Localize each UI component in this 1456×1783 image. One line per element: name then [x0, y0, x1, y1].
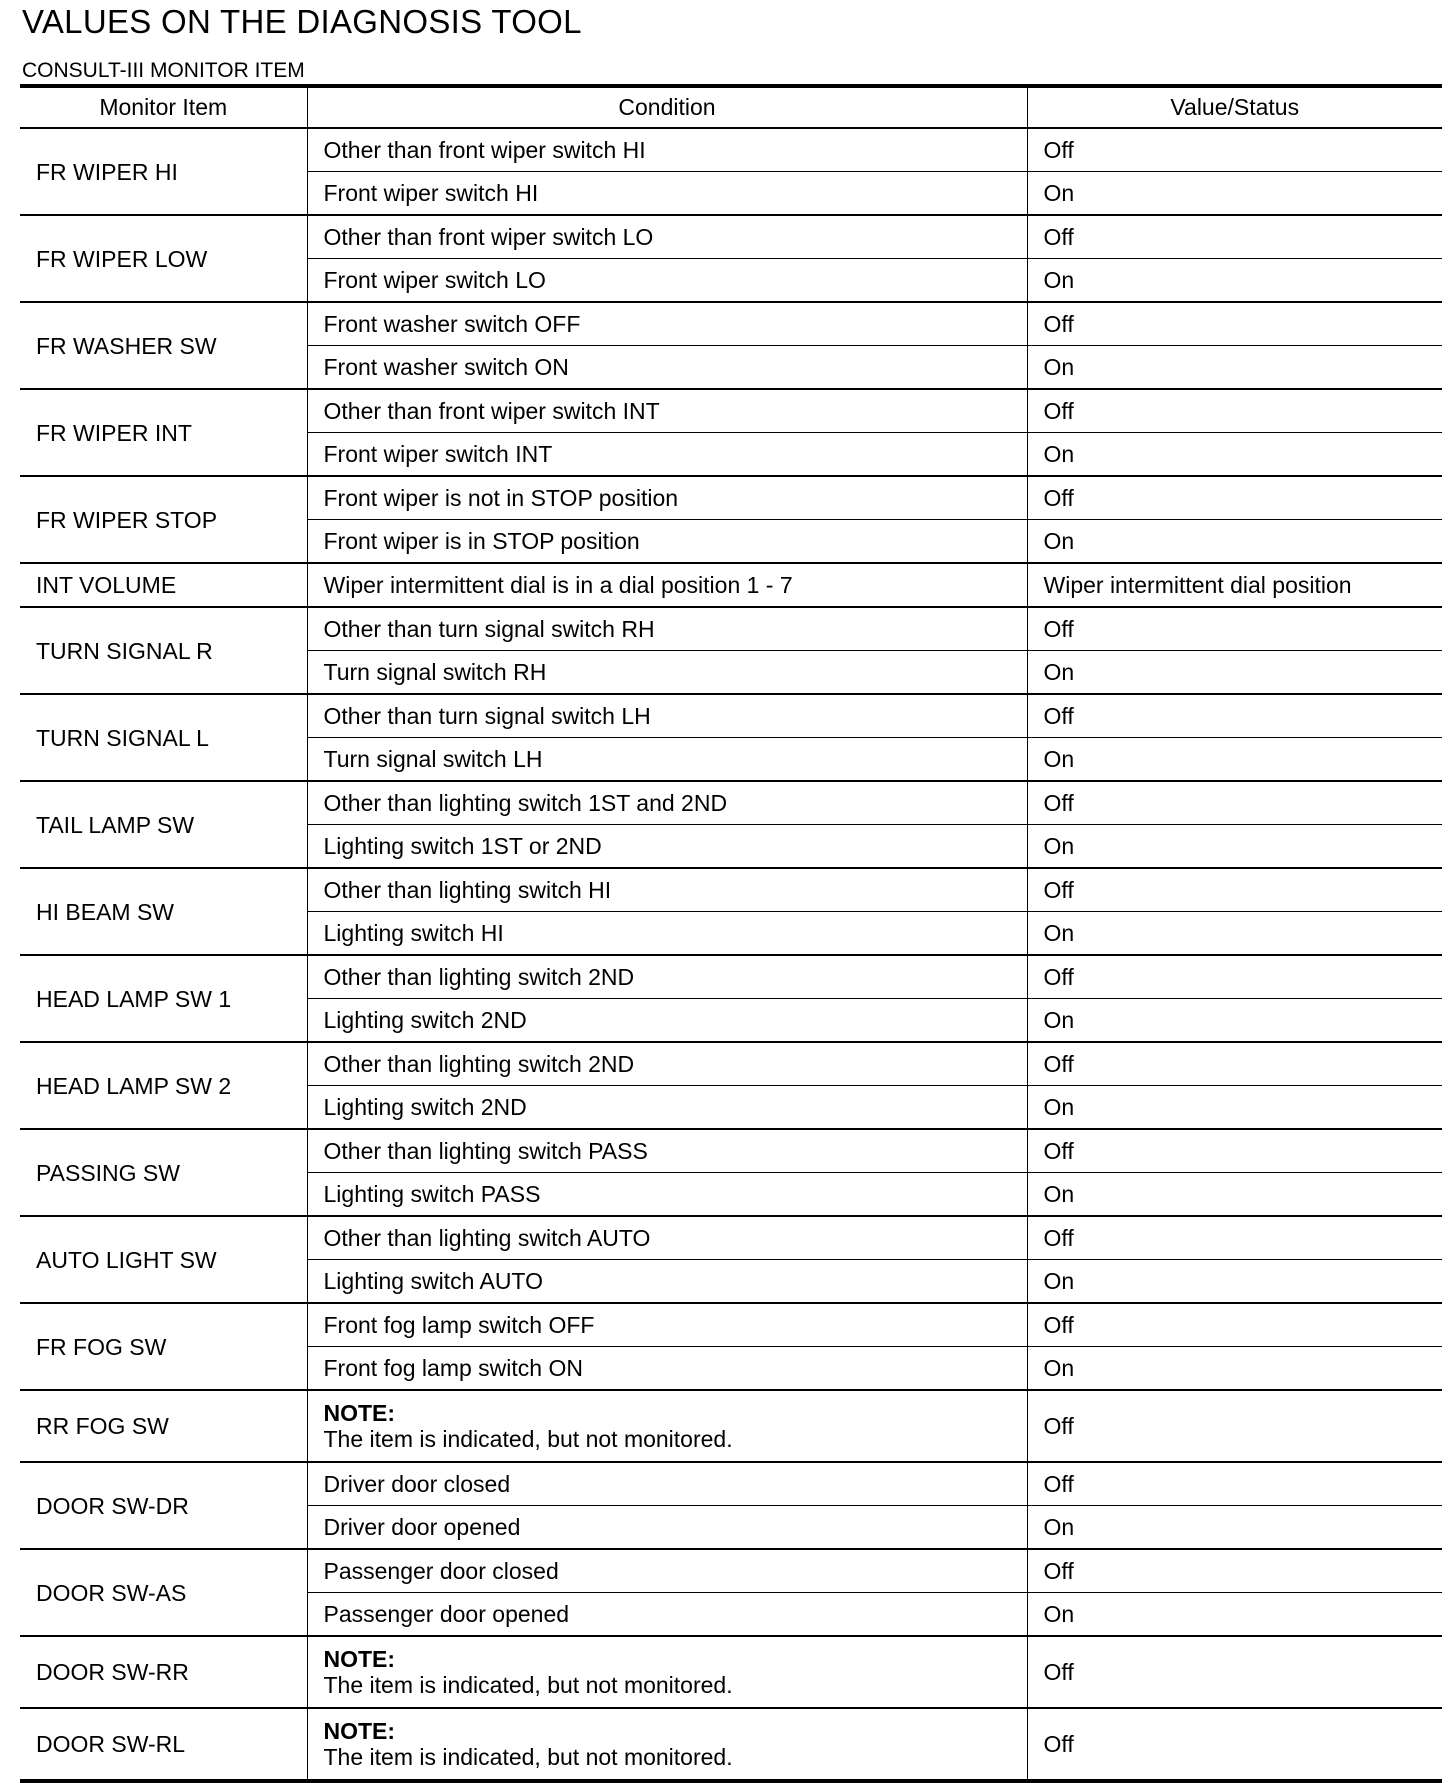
- note-heading: NOTE:: [323, 1646, 396, 1672]
- condition-cell: Turn signal switch RH: [307, 651, 1027, 695]
- table-row: [20, 1216, 1442, 1260]
- note-text: The item is indicated, but not monitored.: [323, 1672, 733, 1698]
- monitor-item-cell: HEAD LAMP SW 1: [20, 955, 307, 1042]
- table-row: [20, 955, 1442, 999]
- value-status-cell: Off: [1027, 476, 1442, 520]
- condition-cell: Front washer switch ON: [307, 346, 1027, 390]
- value-status-cell: On: [1027, 651, 1442, 695]
- value-status-cell: Off: [1027, 607, 1442, 651]
- table-row: [20, 1636, 1442, 1708]
- condition-cell: Turn signal switch LH: [307, 738, 1027, 782]
- section-title: CONSULT-III MONITOR ITEM: [22, 59, 305, 82]
- condition-cell: Lighting switch HI: [307, 912, 1027, 956]
- monitor-item-cell: DOOR SW-AS: [20, 1549, 307, 1636]
- note-heading: NOTE:: [323, 1400, 396, 1426]
- monitor-item-cell: FR FOG SW: [20, 1303, 307, 1390]
- condition-cell: Front wiper is not in STOP position: [307, 476, 1027, 520]
- table-row: [20, 1708, 1442, 1781]
- condition-cell: Lighting switch AUTO: [307, 1260, 1027, 1304]
- condition-cell: Front wiper switch INT: [307, 433, 1027, 477]
- value-status-cell: Off: [1027, 1042, 1442, 1086]
- condition-cell: Other than turn signal switch RH: [307, 607, 1027, 651]
- value-status-cell: On: [1027, 825, 1442, 869]
- value-status-cell: Off: [1027, 1462, 1442, 1506]
- condition-cell: Front washer switch OFF: [307, 302, 1027, 346]
- monitor-item-cell: FR WIPER INT: [20, 389, 307, 476]
- condition-cell: Other than lighting switch PASS: [307, 1129, 1027, 1173]
- value-status-cell: Off: [1027, 1636, 1442, 1708]
- value-status-cell: On: [1027, 912, 1442, 956]
- table-row: [20, 476, 1442, 520]
- value-status-cell: On: [1027, 1086, 1442, 1130]
- monitor-item-cell: DOOR SW-RL: [20, 1708, 307, 1781]
- monitor-item-table: [20, 84, 1442, 1783]
- monitor-item-cell: TAIL LAMP SW: [20, 781, 307, 868]
- table-body: [20, 128, 1442, 1781]
- condition-note-cell: [307, 1708, 1027, 1781]
- value-status-cell: Off: [1027, 955, 1442, 999]
- value-status-cell: On: [1027, 520, 1442, 564]
- monitor-item-cell: PASSING SW: [20, 1129, 307, 1216]
- value-status-cell: On: [1027, 172, 1442, 216]
- table-row: [20, 781, 1442, 825]
- monitor-item-cell: TURN SIGNAL L: [20, 694, 307, 781]
- table-row: [20, 1462, 1442, 1506]
- value-status-cell: On: [1027, 346, 1442, 390]
- table-row: [20, 1042, 1442, 1086]
- value-status-cell: Off: [1027, 128, 1442, 172]
- table-header: [20, 86, 1442, 128]
- condition-note-cell: [307, 1390, 1027, 1462]
- condition-cell: Front wiper switch HI: [307, 172, 1027, 216]
- condition-cell: Lighting switch 1ST or 2ND: [307, 825, 1027, 869]
- monitor-item-cell: DOOR SW-DR: [20, 1462, 307, 1549]
- value-status-cell: Off: [1027, 1129, 1442, 1173]
- table-row: [20, 1129, 1442, 1173]
- value-status-cell: Off: [1027, 1549, 1442, 1593]
- value-status-cell: Off: [1027, 1216, 1442, 1260]
- condition-cell: Other than front wiper switch LO: [307, 215, 1027, 259]
- condition-cell: Front fog lamp switch OFF: [307, 1303, 1027, 1347]
- condition-cell: Passenger door opened: [307, 1593, 1027, 1637]
- condition-cell: Front wiper is in STOP position: [307, 520, 1027, 564]
- condition-note-cell: [307, 1636, 1027, 1708]
- condition-cell: Other than lighting switch 2ND: [307, 1042, 1027, 1086]
- condition-cell: Other than lighting switch AUTO: [307, 1216, 1027, 1260]
- monitor-item-cell: INT VOLUME: [20, 563, 307, 607]
- value-status-cell: Off: [1027, 389, 1442, 433]
- value-status-cell: Off: [1027, 694, 1442, 738]
- monitor-item-table-container: [20, 84, 1442, 1783]
- monitor-item-cell: HI BEAM SW: [20, 868, 307, 955]
- value-status-cell: On: [1027, 999, 1442, 1043]
- value-status-cell: On: [1027, 1260, 1442, 1304]
- table-row: [20, 1303, 1442, 1347]
- monitor-item-cell: DOOR SW-RR: [20, 1636, 307, 1708]
- monitor-item-cell: FR WIPER STOP: [20, 476, 307, 563]
- value-status-cell: On: [1027, 1506, 1442, 1550]
- table-row: [20, 302, 1442, 346]
- monitor-item-cell: FR WIPER HI: [36, 158, 178, 185]
- value-status-cell: Off: [1027, 1390, 1442, 1462]
- table-row: [20, 563, 1442, 607]
- condition-cell: Other than lighting switch HI: [307, 868, 1027, 912]
- note-heading: NOTE:: [323, 1718, 396, 1744]
- condition-cell: Other than turn signal switch LH: [307, 694, 1027, 738]
- table-row: [20, 1549, 1442, 1593]
- header-value-status: Value/Status: [1027, 86, 1442, 128]
- monitor-item-cell: RR FOG SW: [20, 1390, 307, 1462]
- value-status-cell: Off: [1027, 1708, 1442, 1781]
- table-row: [20, 389, 1442, 433]
- condition-cell: Wiper intermittent dial is in a dial position 1 - 7: [307, 563, 1027, 607]
- value-status-cell: Off: [1027, 781, 1442, 825]
- monitor-item-cell: AUTO LIGHT SW: [20, 1216, 307, 1303]
- note-text: The item is indicated, but not monitored.: [323, 1426, 733, 1452]
- condition-cell: Lighting switch PASS: [307, 1173, 1027, 1217]
- value-status-cell: On: [1027, 1347, 1442, 1391]
- value-status-cell: On: [1027, 433, 1442, 477]
- monitor-item-cell: TURN SIGNAL R: [20, 607, 307, 694]
- condition-cell: Other than front wiper switch HI: [307, 128, 1027, 172]
- value-status-cell: On: [1027, 1593, 1442, 1637]
- header-monitor-item: Monitor Item: [20, 86, 307, 128]
- table-row: [20, 607, 1442, 651]
- monitor-item-cell: HEAD LAMP SW 2: [20, 1042, 307, 1129]
- condition-cell: Front wiper switch LO: [307, 259, 1027, 303]
- value-status-cell: On: [1027, 259, 1442, 303]
- note-text: The item is indicated, but not monitored.: [323, 1744, 733, 1770]
- table-row: [20, 215, 1442, 259]
- monitor-item-cell: FR WIPER LOW: [20, 215, 307, 302]
- header-condition: Condition: [307, 86, 1027, 128]
- condition-cell: Driver door closed: [307, 1462, 1027, 1506]
- value-status-cell: On: [1027, 738, 1442, 782]
- table-row: [20, 128, 1442, 172]
- value-status-cell: Off: [1027, 1303, 1442, 1347]
- header-row: [20, 86, 1442, 128]
- value-status-cell: Off: [1027, 302, 1442, 346]
- condition-cell: Lighting switch 2ND: [307, 1086, 1027, 1130]
- page-title: VALUES ON THE DIAGNOSIS TOOL: [22, 3, 582, 40]
- table-row: [20, 694, 1442, 738]
- condition-cell: Driver door opened: [307, 1506, 1027, 1550]
- table-row: [20, 868, 1442, 912]
- value-status-cell: On: [1027, 1173, 1442, 1217]
- value-status-cell: Wiper intermittent dial position: [1027, 563, 1442, 607]
- condition-cell: Front fog lamp switch ON: [307, 1347, 1027, 1391]
- condition-cell: Lighting switch 2ND: [307, 999, 1027, 1043]
- value-status-cell: Off: [1027, 215, 1442, 259]
- monitor-item-cell: FR WASHER SW: [20, 302, 307, 389]
- value-status-cell: Off: [1027, 868, 1442, 912]
- condition-cell: Other than lighting switch 2ND: [307, 955, 1027, 999]
- table-row: [20, 1390, 1442, 1462]
- condition-cell: Passenger door closed: [307, 1549, 1027, 1593]
- condition-cell: Other than front wiper switch INT: [307, 389, 1027, 433]
- condition-cell: Other than lighting switch 1ST and 2ND: [307, 781, 1027, 825]
